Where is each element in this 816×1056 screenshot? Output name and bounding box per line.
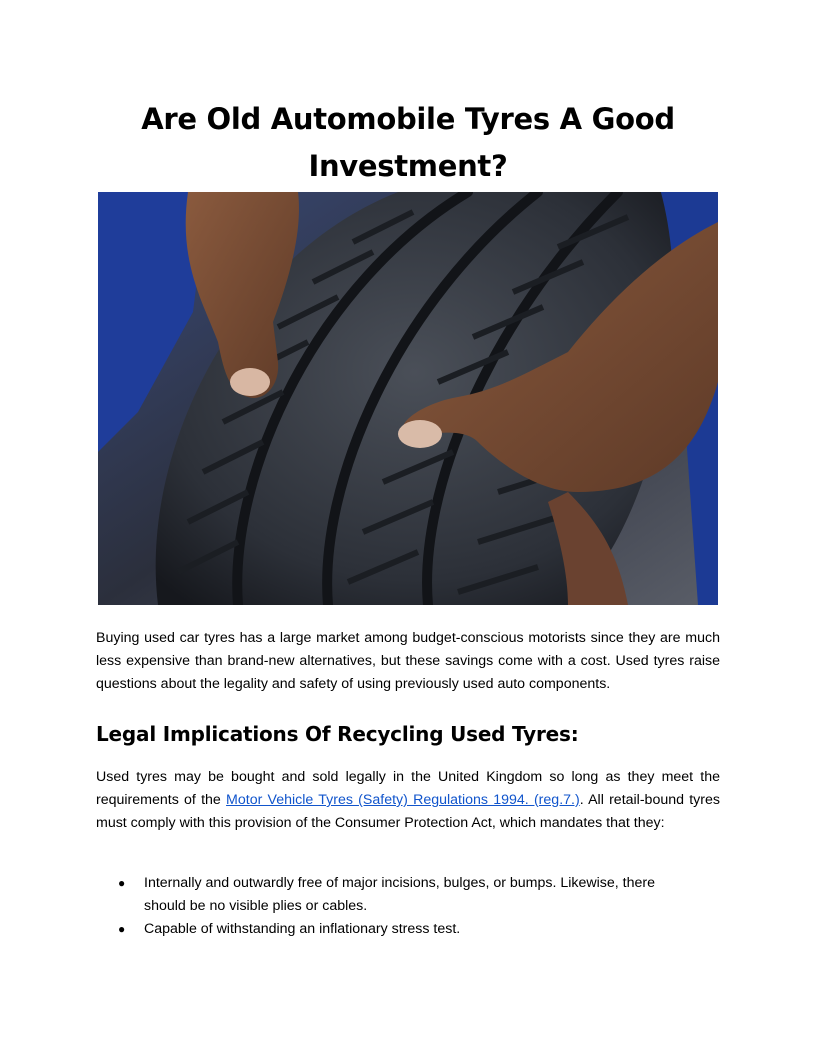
page-title: Are Old Automobile Tyres A Good Investment? xyxy=(141,102,675,183)
list-item xyxy=(96,918,684,941)
requirements-list xyxy=(96,872,720,941)
regulations-link[interactable]: Motor Vehicle Tyres (Safety) Regulations 1994. (reg.7.) xyxy=(226,792,580,808)
list-item-text: Capable of withstanding an inflationary stress test. xyxy=(144,921,461,937)
intro-paragraph: Buying used car tyres has a large market among budget-conscious motorists since they are much less expensive than brand-new alternatives, but these savings come with a cost. Used tyres raise questions about the legality and safety of using previously used auto components. xyxy=(96,630,720,692)
section-heading: Legal Implications Of Recycling Used Tyres: xyxy=(96,722,579,746)
legal-paragraph xyxy=(96,766,720,835)
tyre-photo xyxy=(98,192,718,605)
list-item xyxy=(96,872,684,918)
bullet-icon: ● xyxy=(118,922,126,936)
list-item-text: Internally and outwardly free of major incisions, bulges, or bumps. Likewise, there should be no visible plies or cables. xyxy=(144,875,655,914)
bullet-icon: ● xyxy=(118,876,126,890)
legal-text-after: . All retail-bound tyres must comply with this provision of the Consumer Protection Act, which mandates that they: xyxy=(96,792,720,831)
legal-text-before: Used tyres may be bought and sold legally in the United Kingdom so long as they meet the requirements of the xyxy=(96,769,720,808)
